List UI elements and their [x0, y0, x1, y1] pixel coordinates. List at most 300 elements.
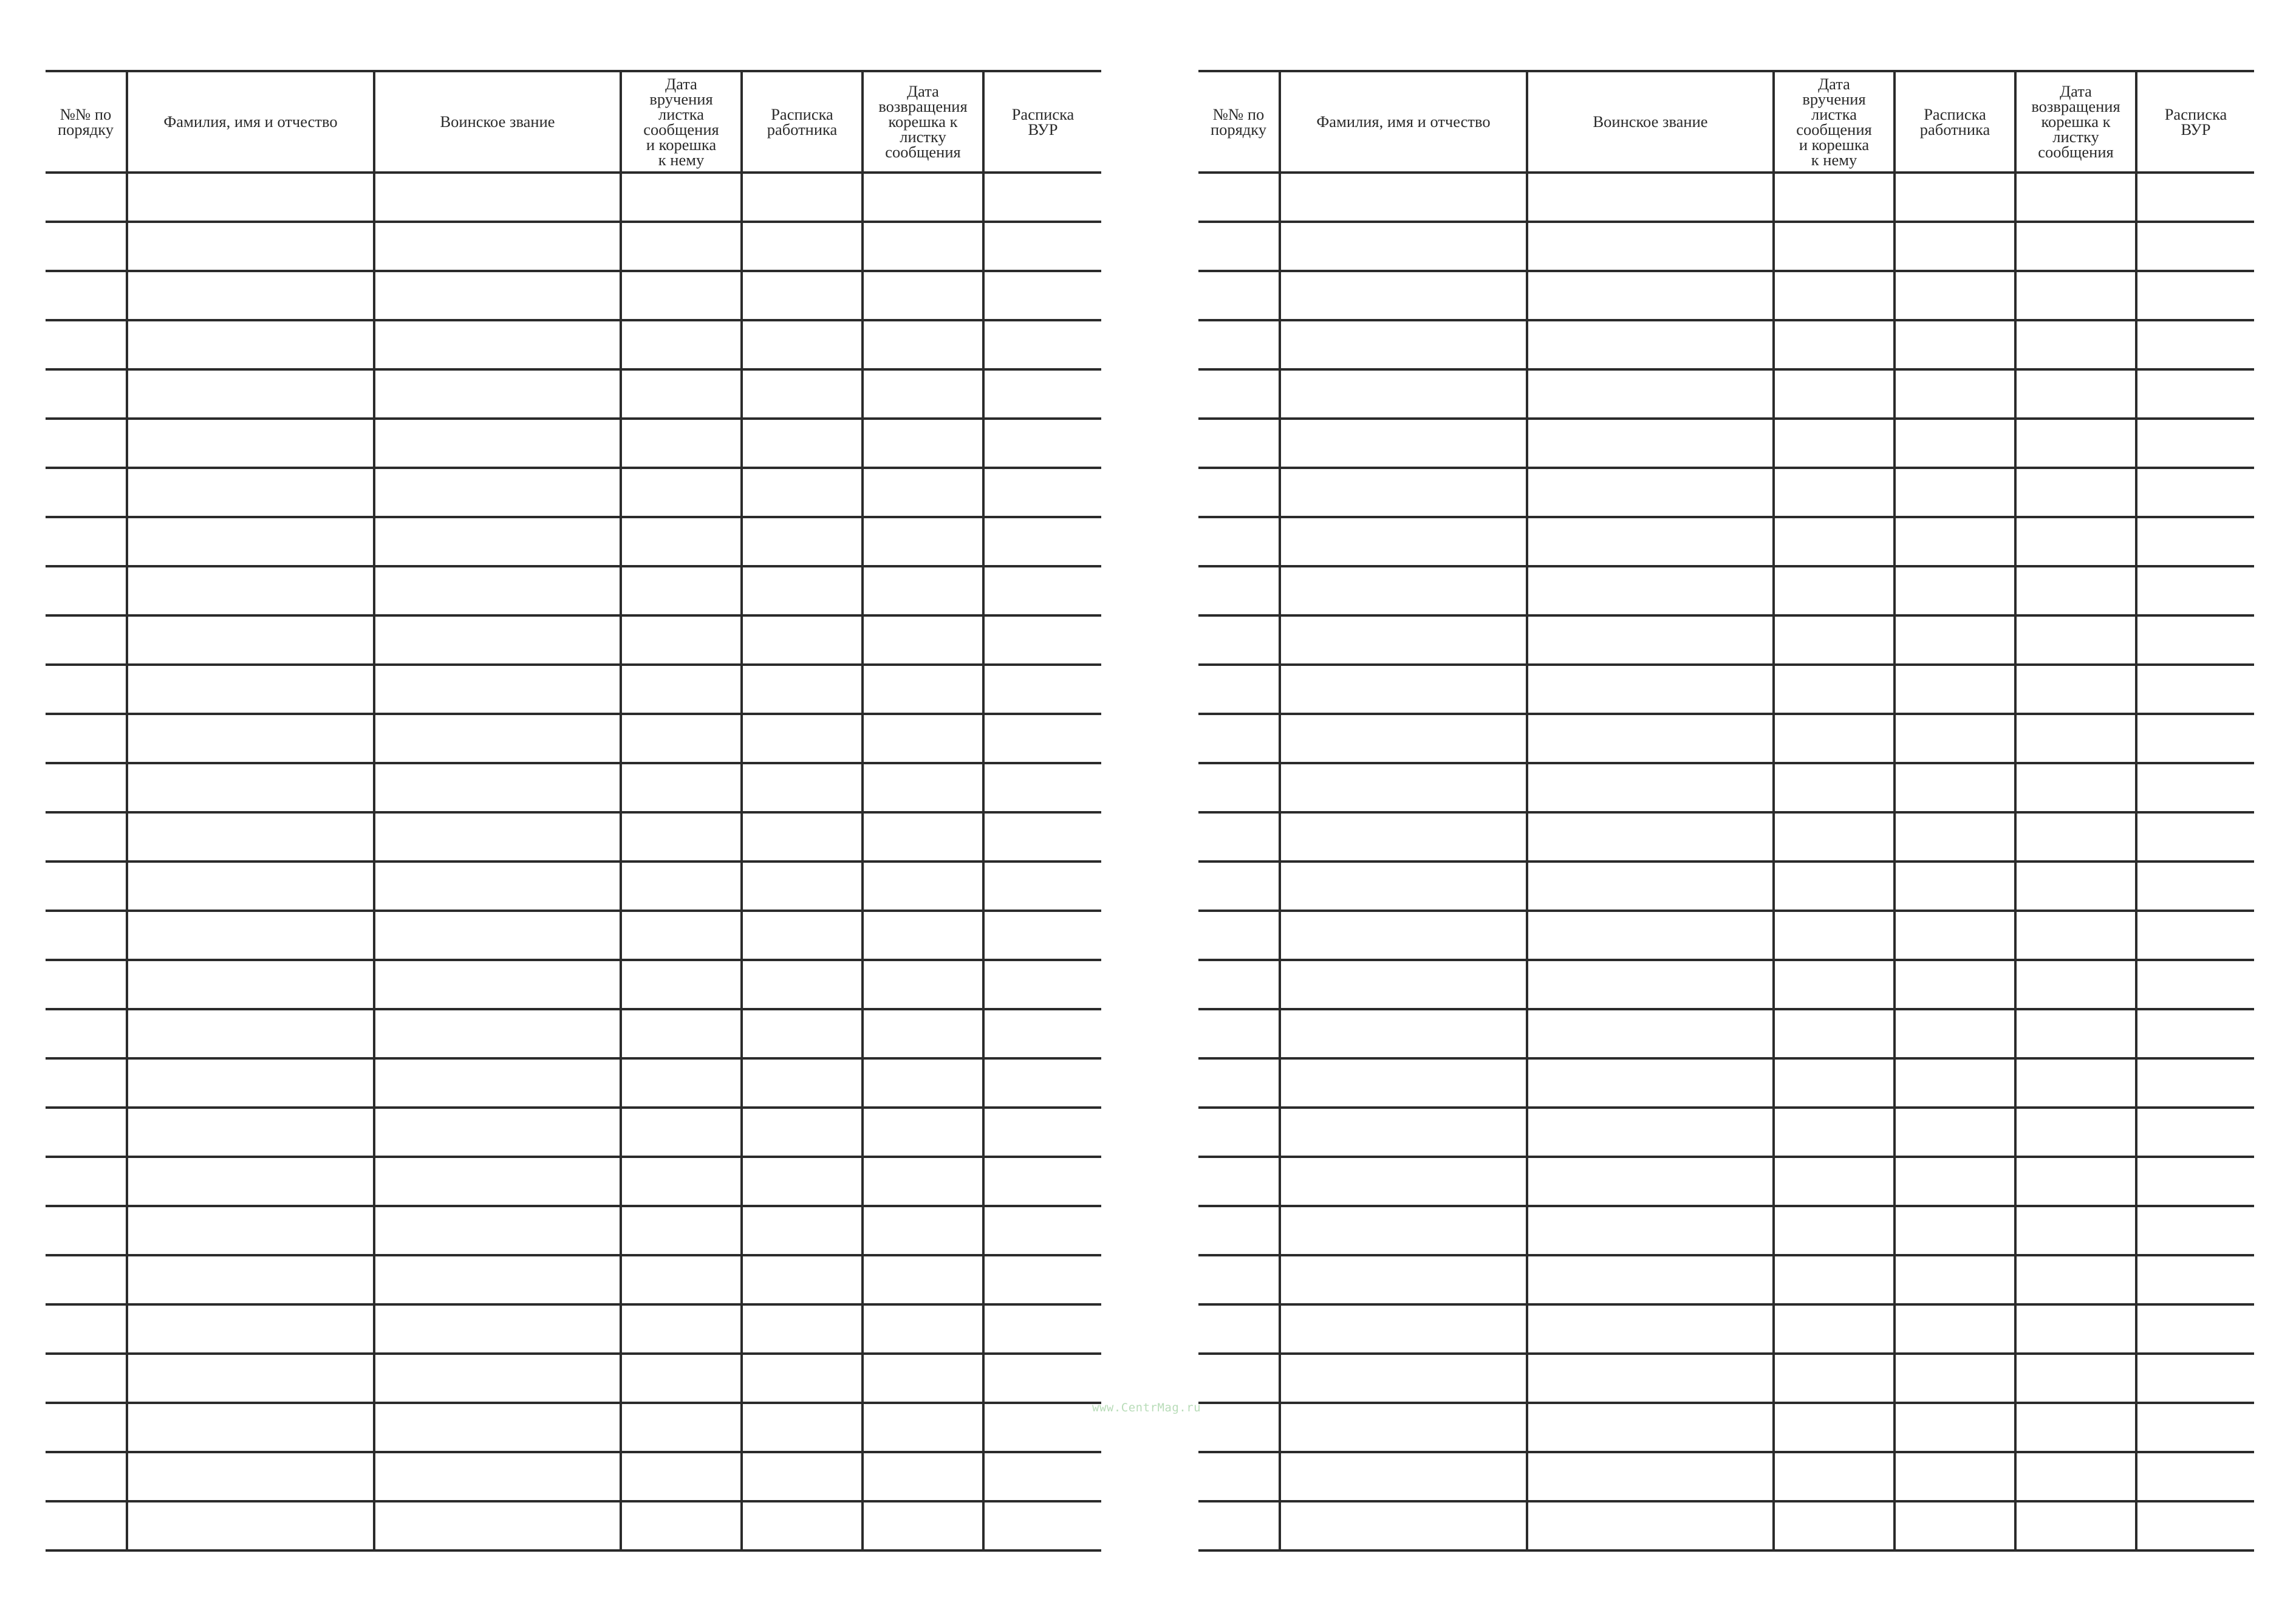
cell-employee-signature [742, 1206, 863, 1255]
cell-number [46, 1157, 127, 1206]
cell-number [1198, 271, 1280, 320]
col-header-vur-signature: Расписка ВУР [2136, 71, 2254, 173]
cell-number [1198, 1157, 1280, 1206]
cell-vur-signature [983, 173, 1101, 222]
cell-full-name [127, 222, 374, 271]
register-table-right [1198, 70, 2254, 1552]
cell-full-name [127, 911, 374, 960]
table-row [1198, 517, 2254, 566]
cell-full-name [127, 566, 374, 615]
cell-number [1198, 517, 1280, 566]
table-row [1198, 1354, 2254, 1403]
cell-employee-signature [742, 763, 863, 812]
cell-military-rank [374, 1304, 621, 1354]
table-row [1198, 173, 2254, 222]
cell-vur-signature [983, 517, 1101, 566]
cell-number [46, 1403, 127, 1452]
cell-full-name [1280, 911, 1527, 960]
col-header-delivery-date: Дата вручения листка сообщения и корешка к нему [621, 71, 742, 173]
cell-delivery-date [1774, 419, 1895, 468]
cell-full-name [127, 517, 374, 566]
cell-delivery-date [1774, 1255, 1895, 1304]
table-row [1198, 419, 2254, 468]
cell-military-rank [1527, 320, 1774, 369]
cell-number [1198, 1108, 1280, 1157]
cell-employee-signature [1895, 862, 2015, 911]
cell-return-date [2015, 419, 2136, 468]
cell-return-date [2015, 1255, 2136, 1304]
cell-return-date [2015, 1354, 2136, 1403]
cell-delivery-date [1774, 320, 1895, 369]
cell-delivery-date [1774, 566, 1895, 615]
table-row [1198, 1157, 2254, 1206]
table-row [46, 911, 1101, 960]
cell-vur-signature [983, 665, 1101, 714]
cell-military-rank [1527, 222, 1774, 271]
cell-delivery-date [621, 1304, 742, 1354]
col-header-return-date: Дата возвращения корешка к листку сообщения [863, 71, 983, 173]
cell-return-date [863, 812, 983, 862]
cell-employee-signature [1895, 763, 2015, 812]
table-row [1198, 468, 2254, 517]
table-row [46, 812, 1101, 862]
table-row [46, 615, 1101, 665]
cell-employee-signature [742, 1058, 863, 1108]
cell-delivery-date [621, 320, 742, 369]
cell-delivery-date [1774, 369, 1895, 419]
cell-military-rank [374, 1058, 621, 1108]
cell-employee-signature [1895, 1108, 2015, 1157]
cell-vur-signature [983, 1452, 1101, 1501]
cell-full-name [1280, 1009, 1527, 1058]
cell-vur-signature [2136, 222, 2254, 271]
cell-military-rank [374, 1157, 621, 1206]
cell-full-name [127, 1255, 374, 1304]
cell-vur-signature [2136, 419, 2254, 468]
cell-number [1198, 1452, 1280, 1501]
cell-return-date [863, 271, 983, 320]
cell-employee-signature [742, 665, 863, 714]
cell-employee-signature [742, 566, 863, 615]
register-body-left [46, 173, 1101, 1550]
cell-delivery-date [1774, 960, 1895, 1009]
cell-vur-signature [2136, 320, 2254, 369]
cell-military-rank [1527, 960, 1774, 1009]
cell-full-name [1280, 1108, 1527, 1157]
cell-vur-signature [2136, 1354, 2254, 1403]
cell-employee-signature [1895, 1058, 2015, 1108]
cell-employee-signature [742, 419, 863, 468]
cell-employee-signature [1895, 911, 2015, 960]
cell-delivery-date [1774, 1452, 1895, 1501]
cell-full-name [127, 615, 374, 665]
cell-military-rank [1527, 714, 1774, 763]
cell-military-rank [374, 517, 621, 566]
cell-full-name [1280, 1304, 1527, 1354]
cell-delivery-date [621, 615, 742, 665]
cell-delivery-date [1774, 812, 1895, 862]
cell-full-name [127, 271, 374, 320]
cell-number [1198, 615, 1280, 665]
cell-return-date [863, 665, 983, 714]
cell-return-date [863, 862, 983, 911]
cell-delivery-date [621, 222, 742, 271]
table-row [46, 714, 1101, 763]
cell-vur-signature [983, 320, 1101, 369]
cell-vur-signature [2136, 1452, 2254, 1501]
cell-full-name [1280, 320, 1527, 369]
cell-employee-signature [1895, 960, 2015, 1009]
cell-delivery-date [1774, 222, 1895, 271]
cell-return-date [863, 173, 983, 222]
cell-return-date [863, 911, 983, 960]
cell-employee-signature [1895, 665, 2015, 714]
cell-full-name [1280, 615, 1527, 665]
cell-number [1198, 222, 1280, 271]
cell-full-name [127, 419, 374, 468]
cell-full-name [1280, 369, 1527, 419]
cell-number [46, 271, 127, 320]
cell-military-rank [1527, 763, 1774, 812]
cell-number [1198, 1255, 1280, 1304]
cell-return-date [2015, 665, 2136, 714]
cell-return-date [2015, 566, 2136, 615]
cell-vur-signature [2136, 911, 2254, 960]
cell-number [46, 812, 127, 862]
cell-military-rank [1527, 911, 1774, 960]
cell-return-date [863, 1058, 983, 1108]
table-row [46, 566, 1101, 615]
cell-number [46, 1354, 127, 1403]
cell-vur-signature [2136, 1108, 2254, 1157]
col-header-number: №№ по порядку [46, 71, 127, 173]
cell-full-name [1280, 271, 1527, 320]
cell-full-name [127, 1501, 374, 1550]
cell-military-rank [374, 320, 621, 369]
cell-return-date [863, 1354, 983, 1403]
cell-number [1198, 419, 1280, 468]
cell-employee-signature [1895, 271, 2015, 320]
cell-vur-signature [2136, 665, 2254, 714]
cell-full-name [1280, 714, 1527, 763]
cell-employee-signature [1895, 615, 2015, 665]
cell-return-date [863, 566, 983, 615]
table-row [46, 320, 1101, 369]
cell-vur-signature [2136, 468, 2254, 517]
cell-number [1198, 1206, 1280, 1255]
table-row [1198, 1058, 2254, 1108]
cell-vur-signature [2136, 1403, 2254, 1452]
cell-employee-signature [1895, 419, 2015, 468]
cell-military-rank [374, 1354, 621, 1403]
cell-number [1198, 911, 1280, 960]
cell-return-date [863, 1403, 983, 1452]
cell-employee-signature [742, 468, 863, 517]
cell-return-date [2015, 812, 2136, 862]
cell-full-name [1280, 1452, 1527, 1501]
cell-military-rank [1527, 271, 1774, 320]
cell-delivery-date [621, 517, 742, 566]
cell-military-rank [1527, 1403, 1774, 1452]
cell-number [46, 1108, 127, 1157]
cell-military-rank [1527, 1501, 1774, 1550]
cell-military-rank [374, 615, 621, 665]
cell-military-rank [1527, 1452, 1774, 1501]
table-row [46, 763, 1101, 812]
cell-vur-signature [983, 763, 1101, 812]
cell-military-rank [1527, 615, 1774, 665]
col-header-delivery-date: Дата вручения листка сообщения и корешка к нему [1774, 71, 1895, 173]
cell-employee-signature [1895, 320, 2015, 369]
table-row [1198, 1108, 2254, 1157]
cell-return-date [2015, 615, 2136, 665]
cell-military-rank [374, 1009, 621, 1058]
cell-vur-signature [983, 911, 1101, 960]
cell-return-date [863, 615, 983, 665]
cell-return-date [863, 1009, 983, 1058]
cell-full-name [1280, 173, 1527, 222]
cell-employee-signature [742, 222, 863, 271]
cell-return-date [2015, 173, 2136, 222]
table-row [1198, 1501, 2254, 1550]
cell-military-rank [374, 468, 621, 517]
cell-vur-signature [983, 1108, 1101, 1157]
table-row [1198, 222, 2254, 271]
cell-return-date [2015, 763, 2136, 812]
cell-number [46, 320, 127, 369]
cell-military-rank [374, 1403, 621, 1452]
cell-number [1198, 763, 1280, 812]
cell-military-rank [374, 222, 621, 271]
cell-number [46, 1255, 127, 1304]
cell-full-name [127, 812, 374, 862]
cell-employee-signature [1895, 714, 2015, 763]
cell-full-name [1280, 566, 1527, 615]
table-row [1198, 369, 2254, 419]
table-row [46, 862, 1101, 911]
cell-return-date [863, 1157, 983, 1206]
cell-military-rank [1527, 419, 1774, 468]
cell-number [1198, 1058, 1280, 1108]
cell-full-name [127, 1206, 374, 1255]
cell-vur-signature [2136, 960, 2254, 1009]
cell-delivery-date [621, 1009, 742, 1058]
cell-vur-signature [2136, 862, 2254, 911]
cell-military-rank [374, 271, 621, 320]
cell-full-name [1280, 763, 1527, 812]
cell-delivery-date [1774, 862, 1895, 911]
cell-military-rank [1527, 665, 1774, 714]
cell-vur-signature [2136, 271, 2254, 320]
watermark-text: www.CentrMag.ru [1092, 1401, 1201, 1414]
cell-return-date [2015, 862, 2136, 911]
table-row [46, 1403, 1101, 1452]
cell-delivery-date [621, 714, 742, 763]
cell-number [46, 960, 127, 1009]
cell-employee-signature [1895, 1304, 2015, 1354]
table-row [1198, 714, 2254, 763]
cell-employee-signature [1895, 517, 2015, 566]
cell-number [1198, 1304, 1280, 1354]
cell-full-name [1280, 862, 1527, 911]
cell-number [46, 1452, 127, 1501]
table-row [46, 1501, 1101, 1550]
cell-employee-signature [742, 812, 863, 862]
cell-number [1198, 665, 1280, 714]
cell-employee-signature [1895, 1403, 2015, 1452]
cell-vur-signature [2136, 517, 2254, 566]
cell-number [1198, 566, 1280, 615]
cell-delivery-date [1774, 911, 1895, 960]
table-row [46, 173, 1101, 222]
cell-military-rank [374, 911, 621, 960]
cell-vur-signature [2136, 369, 2254, 419]
cell-delivery-date [621, 1255, 742, 1304]
cell-full-name [1280, 812, 1527, 862]
cell-full-name [1280, 419, 1527, 468]
cell-delivery-date [621, 812, 742, 862]
cell-full-name [127, 1452, 374, 1501]
cell-military-rank [1527, 369, 1774, 419]
cell-military-rank [374, 173, 621, 222]
cell-delivery-date [621, 665, 742, 714]
cell-military-rank [374, 812, 621, 862]
cell-vur-signature [983, 1206, 1101, 1255]
cell-military-rank [1527, 862, 1774, 911]
cell-return-date [2015, 1304, 2136, 1354]
cell-number [46, 222, 127, 271]
cell-number [46, 566, 127, 615]
cell-full-name [127, 960, 374, 1009]
cell-delivery-date [1774, 1108, 1895, 1157]
cell-full-name [127, 714, 374, 763]
cell-vur-signature [2136, 1304, 2254, 1354]
cell-employee-signature [1895, 173, 2015, 222]
cell-return-date [863, 222, 983, 271]
cell-return-date [2015, 1009, 2136, 1058]
cell-vur-signature [2136, 1501, 2254, 1550]
cell-military-rank [1527, 173, 1774, 222]
cell-vur-signature [2136, 1255, 2254, 1304]
cell-full-name [1280, 960, 1527, 1009]
cell-full-name [127, 1108, 374, 1157]
cell-number [46, 911, 127, 960]
cell-employee-signature [742, 369, 863, 419]
cell-employee-signature [742, 960, 863, 1009]
cell-vur-signature [983, 1058, 1101, 1108]
cell-full-name [1280, 1206, 1527, 1255]
register-body-right [1198, 173, 2254, 1550]
cell-employee-signature [742, 517, 863, 566]
cell-number [1198, 369, 1280, 419]
cell-return-date [863, 960, 983, 1009]
cell-number [1198, 862, 1280, 911]
cell-return-date [863, 517, 983, 566]
cell-full-name [127, 320, 374, 369]
cell-employee-signature [1895, 1501, 2015, 1550]
table-row [1198, 665, 2254, 714]
cell-return-date [863, 763, 983, 812]
cell-employee-signature [1895, 1354, 2015, 1403]
cell-return-date [2015, 468, 2136, 517]
cell-delivery-date [1774, 1157, 1895, 1206]
cell-employee-signature [1895, 1206, 2015, 1255]
cell-delivery-date [1774, 1304, 1895, 1354]
cell-delivery-date [621, 369, 742, 419]
cell-vur-signature [983, 1501, 1101, 1550]
cell-military-rank [1527, 468, 1774, 517]
cell-full-name [1280, 517, 1527, 566]
cell-military-rank [374, 1452, 621, 1501]
table-row [46, 468, 1101, 517]
cell-number [46, 1304, 127, 1354]
table-row [46, 222, 1101, 271]
cell-military-rank [1527, 1255, 1774, 1304]
cell-employee-signature [742, 320, 863, 369]
cell-return-date [863, 714, 983, 763]
cell-full-name [1280, 222, 1527, 271]
cell-delivery-date [621, 173, 742, 222]
col-header-full-name: Фамилия, имя и отчество [1280, 71, 1527, 173]
cell-vur-signature [2136, 812, 2254, 862]
cell-delivery-date [621, 419, 742, 468]
cell-full-name [127, 1304, 374, 1354]
cell-return-date [2015, 222, 2136, 271]
cell-vur-signature [2136, 714, 2254, 763]
cell-number [1198, 960, 1280, 1009]
cell-delivery-date [621, 1501, 742, 1550]
register-table-left [46, 70, 1101, 1552]
cell-return-date [2015, 271, 2136, 320]
table-row [46, 1157, 1101, 1206]
cell-full-name [127, 1354, 374, 1403]
cell-return-date [2015, 320, 2136, 369]
cell-military-rank [374, 763, 621, 812]
cell-employee-signature [1895, 468, 2015, 517]
cell-full-name [127, 1403, 374, 1452]
table-row [1198, 1255, 2254, 1304]
cell-delivery-date [1774, 1206, 1895, 1255]
cell-employee-signature [1895, 1157, 2015, 1206]
cell-full-name [1280, 468, 1527, 517]
cell-full-name [1280, 1403, 1527, 1452]
cell-delivery-date [1774, 1403, 1895, 1452]
cell-full-name [127, 1009, 374, 1058]
cell-military-rank [374, 419, 621, 468]
cell-delivery-date [621, 911, 742, 960]
col-header-number: №№ по порядку [1198, 71, 1280, 173]
cell-employee-signature [742, 714, 863, 763]
cell-military-rank [1527, 566, 1774, 615]
cell-full-name [127, 369, 374, 419]
cell-military-rank [1527, 1108, 1774, 1157]
header-row [46, 71, 1101, 173]
cell-return-date [2015, 960, 2136, 1009]
cell-vur-signature [983, 862, 1101, 911]
cell-delivery-date [621, 1354, 742, 1403]
cell-vur-signature [983, 1354, 1101, 1403]
cell-number [1198, 714, 1280, 763]
cell-number [46, 173, 127, 222]
cell-number [46, 1058, 127, 1108]
cell-number [1198, 1354, 1280, 1403]
cell-delivery-date [621, 763, 742, 812]
cell-employee-signature [742, 1009, 863, 1058]
cell-military-rank [374, 1206, 621, 1255]
cell-employee-signature [742, 271, 863, 320]
cell-full-name [1280, 1058, 1527, 1108]
cell-employee-signature [1895, 222, 2015, 271]
